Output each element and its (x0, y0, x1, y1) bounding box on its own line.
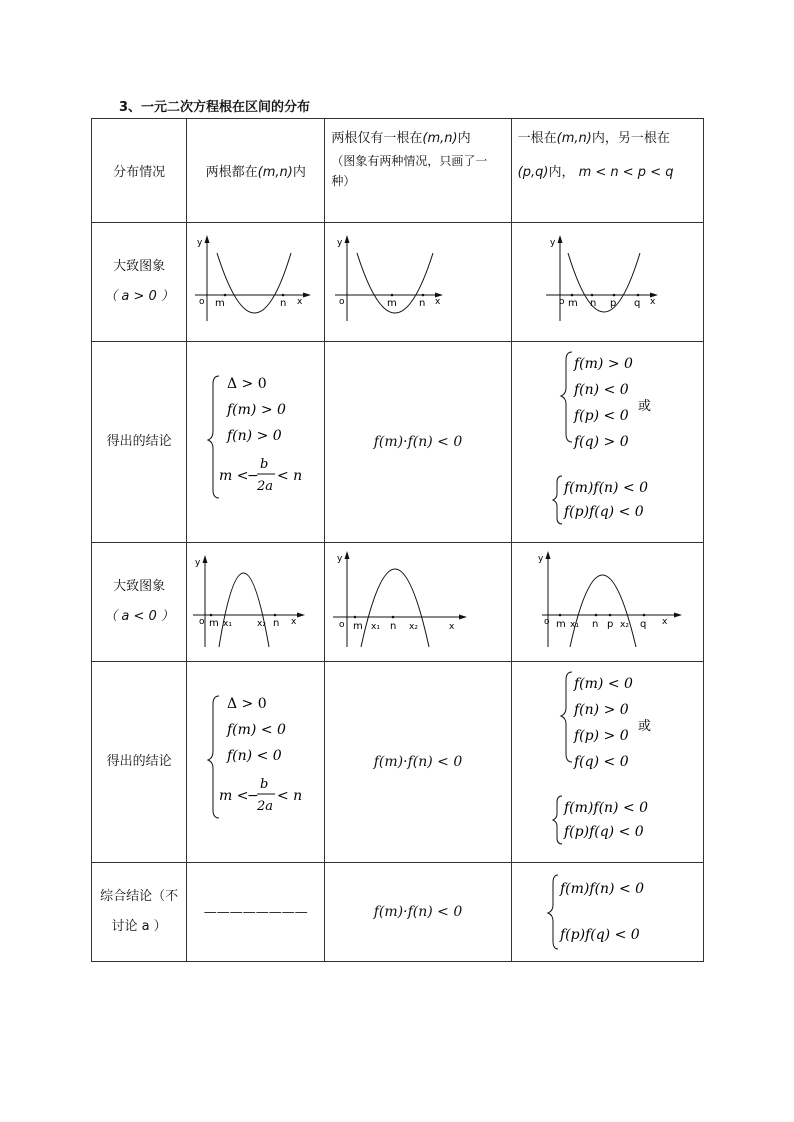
svg-text:m <: m < (219, 788, 249, 804)
svg-text:f(q) > 0: f(q) > 0 (573, 434, 629, 450)
conclusion-label-1: 得出的结论 (92, 342, 187, 543)
svg-text:x: x (661, 617, 667, 627)
svg-text:x: x (649, 297, 655, 307)
svg-text:< n: < n (277, 788, 303, 804)
svg-text:n: n (589, 298, 596, 309)
svg-text:b: b (260, 777, 269, 792)
svg-text:f(n) < 0: f(n) < 0 (227, 748, 282, 764)
graph-cell-4 (187, 543, 325, 662)
svg-text:y: y (197, 238, 203, 248)
final-split (511, 863, 703, 962)
svg-text:f(m)f(n) < 0: f(m)f(n) < 0 (559, 881, 644, 897)
svg-text:Δ > 0: Δ > 0 (227, 696, 267, 712)
svg-text:p: p (609, 298, 617, 309)
svg-text:f(m) > 0: f(m) > 0 (573, 356, 633, 372)
final-label: 综合结论（不 讨论 a ） (92, 863, 187, 962)
svg-text:x₂: x₂ (257, 619, 267, 629)
graph-cell-5 (325, 543, 511, 662)
svg-text:f(p)f(q) < 0: f(p)f(q) < 0 (563, 504, 644, 520)
svg-text:或: 或 (637, 399, 651, 414)
system-both-roots-pos (187, 342, 325, 542)
svg-text:f(m) < 0: f(m) < 0 (227, 722, 287, 738)
svg-text:或: 或 (637, 719, 651, 734)
svg-text:2a: 2a (257, 479, 274, 494)
svg-text:f(n) < 0: f(n) < 0 (573, 382, 629, 398)
svg-text:m: m (215, 298, 225, 309)
conclusion-one-1: f(m)·f(n) < 0 (325, 342, 511, 543)
svg-text:f(p) > 0: f(p) > 0 (573, 728, 629, 744)
svg-text:f(n) > 0: f(n) > 0 (227, 428, 282, 444)
svg-text:p: p (606, 619, 614, 630)
conclusion-row-a-positive (92, 342, 704, 543)
system-both-roots-neg (187, 662, 325, 862)
roots-distribution-table (91, 118, 704, 962)
svg-text:b: b (260, 457, 269, 472)
svg-text:2a: 2a (257, 799, 274, 814)
graph-label-a-negative: 大致图象 （ a < 0 ） (92, 543, 187, 662)
svg-text:f(p)f(q) < 0: f(p)f(q) < 0 (563, 824, 644, 840)
svg-text:m: m (555, 619, 566, 630)
header-both-roots: 两根都在(m,n)内 (187, 119, 325, 223)
svg-text:Δ > 0: Δ > 0 (227, 376, 267, 392)
svg-text:y: y (337, 238, 343, 248)
final-dash: ———————— (187, 863, 325, 962)
conclusion-split-2 (511, 662, 703, 863)
conclusion-one-2: f(m)·f(n) < 0 (325, 662, 511, 863)
graph-cell-2 (325, 223, 511, 342)
graph-cell-3 (511, 223, 703, 342)
svg-text:x₁: x₁ (223, 619, 233, 629)
svg-text:< n: < n (277, 468, 303, 484)
system-final (512, 863, 704, 961)
svg-text:m <: m < (219, 468, 249, 484)
header-one-root: 两根仅有一根在(m,n)内 （图象有两种情况，只画了一种） (325, 119, 511, 223)
svg-text:f(m)f(n) < 0: f(m)f(n) < 0 (563, 480, 648, 496)
conclusion-split-1 (511, 342, 703, 543)
header-row (92, 119, 704, 223)
svg-text:−: − (247, 468, 259, 484)
graph-row-a-positive (92, 223, 704, 342)
svg-text:n: n (280, 298, 287, 309)
svg-text:m: m (209, 618, 219, 629)
svg-text:o: o (339, 297, 345, 307)
conclusion-label-2: 得出的结论 (92, 662, 187, 863)
svg-text:y: y (537, 554, 543, 564)
svg-text:n: n (591, 619, 598, 630)
svg-text:m: m (567, 298, 578, 309)
parabola-up-graph-1 (187, 223, 325, 341)
svg-text:n: n (273, 618, 280, 629)
svg-text:q: q (633, 298, 641, 309)
parabola-down-graph-3 (512, 543, 704, 661)
svg-text:y: y (195, 558, 201, 568)
svg-text:m: m (387, 298, 398, 309)
svg-text:o: o (339, 620, 345, 630)
svg-text:f(m) < 0: f(m) < 0 (573, 676, 633, 692)
parabola-down-graph-2 (325, 543, 511, 661)
interval-mn: (m,n) (257, 165, 293, 180)
svg-text:m: m (353, 621, 364, 632)
svg-text:y: y (337, 554, 343, 564)
svg-text:n: n (390, 621, 397, 632)
svg-text:q: q (639, 619, 647, 630)
svg-text:x: x (449, 622, 455, 632)
svg-text:n: n (419, 298, 426, 309)
svg-text:−: − (247, 788, 259, 804)
svg-text:x₂: x₂ (409, 622, 419, 632)
svg-text:o: o (558, 297, 565, 307)
svg-text:x: x (435, 297, 441, 307)
parabola-up-graph-2 (325, 223, 511, 341)
svg-text:x₁: x₁ (371, 622, 381, 632)
system-split-roots-pos (512, 342, 704, 542)
svg-text:x: x (291, 617, 297, 627)
svg-text:x₁: x₁ (569, 620, 579, 630)
svg-text:f(p) < 0: f(p) < 0 (573, 408, 629, 424)
final-row (92, 863, 704, 962)
svg-text:f(n) > 0: f(n) > 0 (573, 702, 629, 718)
svg-text:f(m) > 0: f(m) > 0 (227, 402, 287, 418)
svg-text:o: o (199, 297, 205, 307)
svg-text:x₂: x₂ (619, 620, 629, 630)
graph-row-a-negative (92, 543, 704, 662)
conclusion-both-1 (187, 342, 325, 543)
graph-cell-6 (511, 543, 703, 662)
parabola-up-graph-3 (512, 223, 704, 341)
parabola-down-graph-1 (187, 543, 325, 661)
section-title: 3、一元二次方程根在区间的分布 (119, 100, 311, 115)
header-split-roots: 一根在(m,n)内，另一根在 (p,q)内， m < n < p < q (511, 119, 703, 223)
svg-text:o: o (199, 617, 205, 627)
svg-text:f(q) < 0: f(q) < 0 (573, 754, 629, 770)
svg-text:f(m)f(n) < 0: f(m)f(n) < 0 (563, 800, 648, 816)
svg-text:y: y (549, 238, 555, 248)
svg-text:f(p)f(q) < 0: f(p)f(q) < 0 (559, 927, 640, 943)
svg-text:x: x (297, 297, 303, 307)
final-one-root: f(m)·f(n) < 0 (325, 863, 511, 962)
graph-cell-1 (187, 223, 325, 342)
graph-label-a-positive: 大致图象 （ a > 0 ） (92, 223, 187, 342)
svg-text:o: o (543, 617, 550, 627)
conclusion-row-a-negative (92, 662, 704, 863)
conclusion-both-2 (187, 662, 325, 863)
system-split-roots-neg (512, 662, 704, 862)
header-distribution: 分布情况 (92, 119, 187, 223)
